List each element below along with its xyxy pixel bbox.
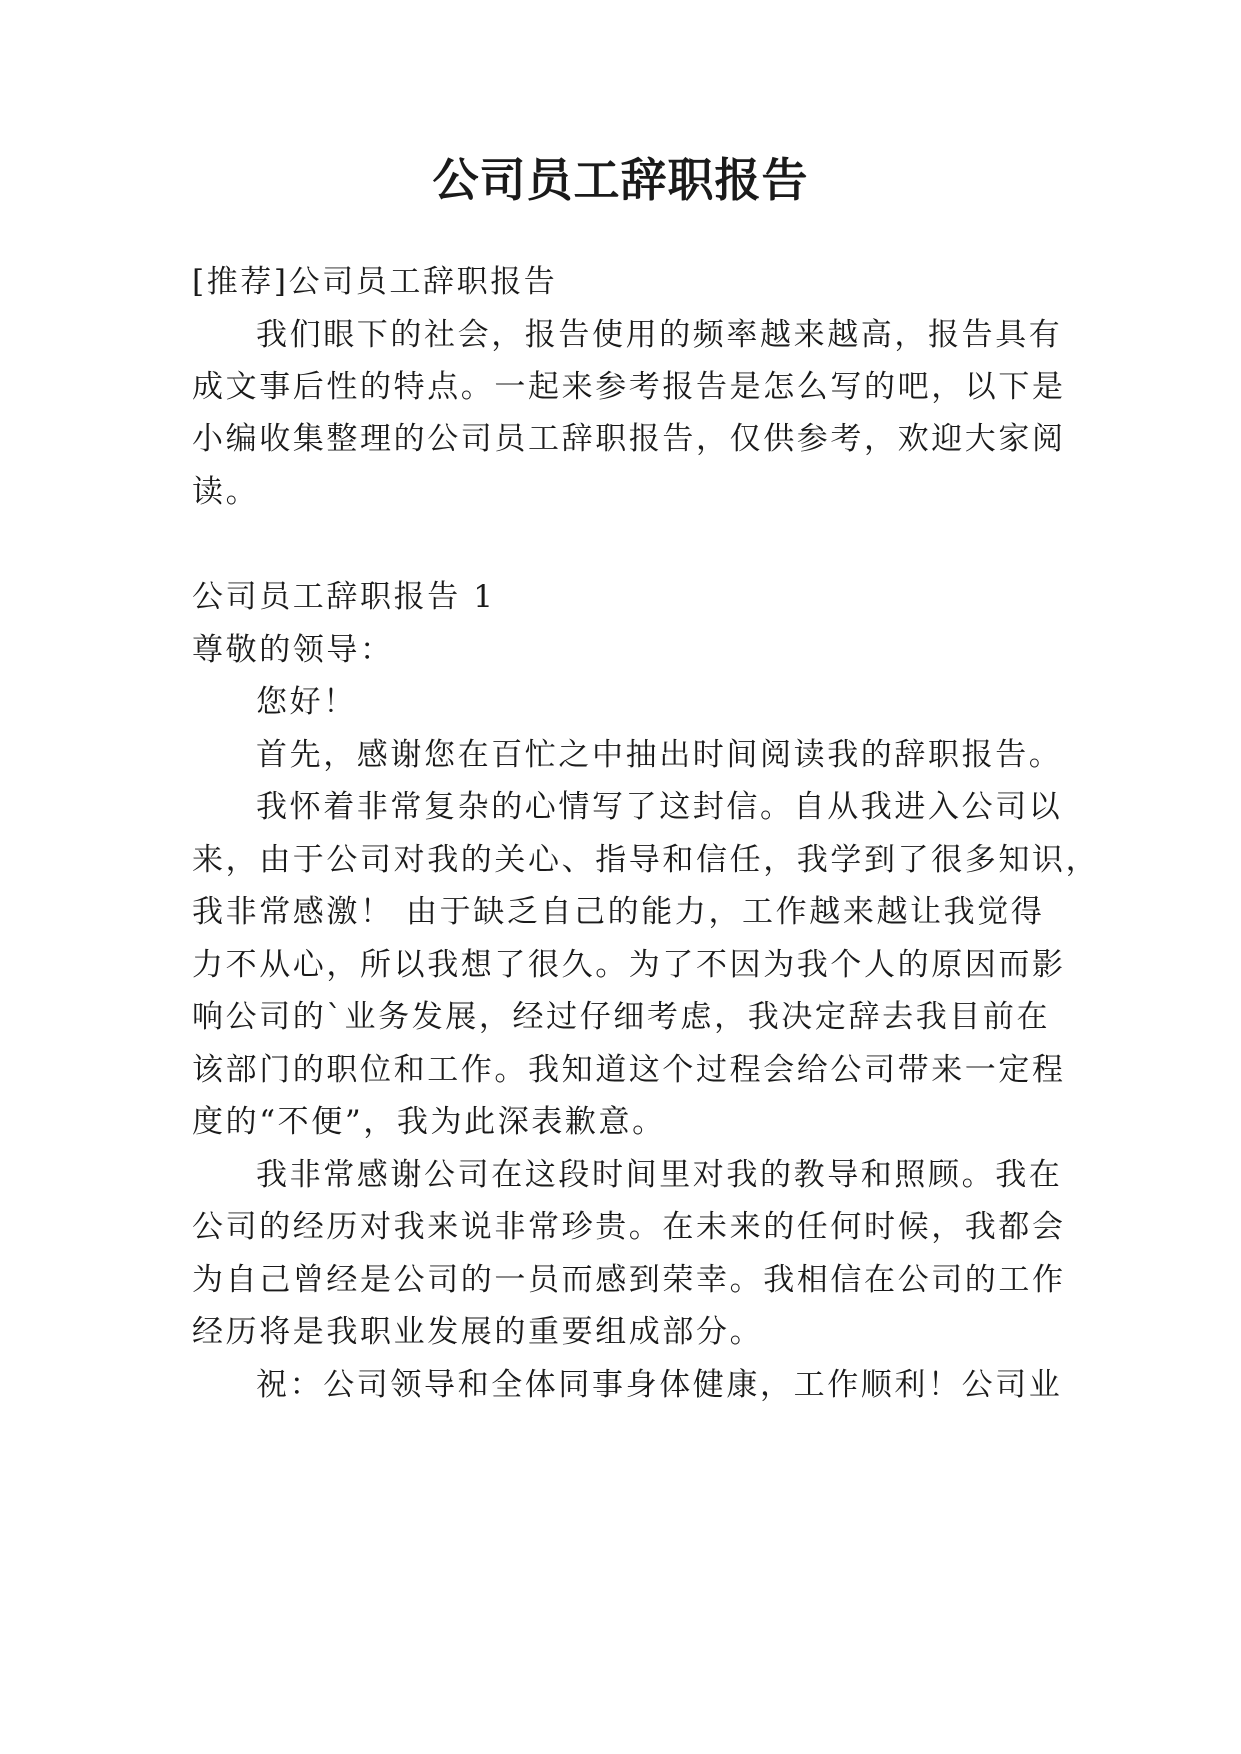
greeting: 您好！ — [256, 684, 357, 720]
body-line: 经历将是我职业发展的重要组成部分。 — [192, 1314, 764, 1350]
intro-heading: [推荐]公司员工辞职报告 — [192, 264, 558, 300]
salutation: 尊敬的领导： — [192, 632, 394, 668]
body-line: 度的“不便”，我为此深表歉意。 — [192, 1104, 666, 1140]
body-line: 祝：公司领导和全体同事身体健康，工作顺利！公司业 — [256, 1367, 1063, 1403]
body-line: 来，由于公司对我的关心、指导和信任，我学到了很多知识， — [192, 842, 1100, 878]
body-line: 我非常感激！ 由于缺乏自己的能力，工作越来越让我觉得 — [192, 894, 1045, 930]
body-line: 该部门的职位和工作。我知道这个过程会给公司带来一定程 — [192, 1052, 1066, 1088]
document-title: 公司员工辞职报告 — [432, 153, 809, 207]
section-heading: 公司员工辞职报告 1 — [192, 579, 496, 615]
intro-line: 成文事后性的特点。一起来参考报告是怎么写的吧，以下是 — [192, 369, 1066, 405]
intro-line: 小编收集整理的公司员工辞职报告，仅供参考，欢迎大家阅 — [192, 421, 1066, 457]
body-line: 力不从心，所以我想了很久。为了不因为我个人的原因而影 — [192, 947, 1066, 983]
body-line: 我怀着非常复杂的心情写了这封信。自从我进入公司以 — [256, 789, 1063, 825]
intro-line: 读。 — [192, 474, 260, 510]
body-line: 首先，感谢您在百忙之中抽出时间阅读我的辞职报告。 — [256, 737, 1063, 773]
body-line: 响公司的`业务发展，经过仔细考虑，我决定辞去我目前在 — [192, 999, 1051, 1035]
body-line: 公司的经历对我来说非常珍贵。在未来的任何时候，我都会 — [192, 1209, 1066, 1245]
intro-line: 我们眼下的社会，报告使用的频率越来越高，报告具有 — [256, 317, 1063, 353]
body-line: 我非常感谢公司在这段时间里对我的教导和照顾。我在 — [256, 1157, 1063, 1193]
body-line: 为自己曾经是公司的一员而感到荣幸。我相信在公司的工作 — [192, 1262, 1066, 1298]
